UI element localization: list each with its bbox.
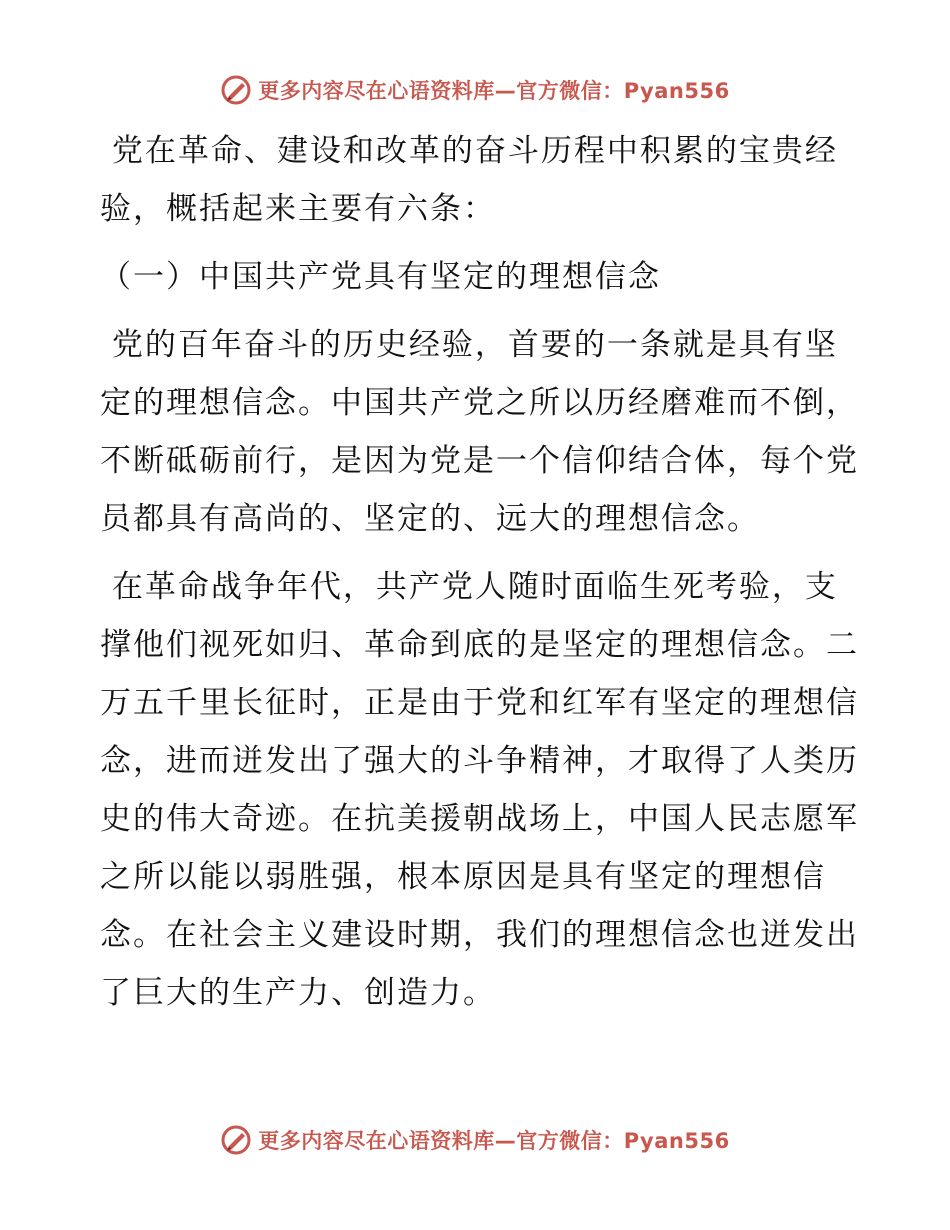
body-paragraph-1: 党的百年奋斗的历史经验，首要的一条就是具有坚定的理想信念。中国共产党之所以历经磨难而不倒，不断砥砺前行，是因为党是一个信仰结合体，每个党员都具有高尚的、坚定的、远大的理想信念。	[100, 327, 859, 537]
section-heading: （一）中国共产党具有坚定的理想信念	[100, 259, 661, 295]
pen-logo-icon	[220, 1124, 252, 1156]
header-watermark	[0, 70, 950, 110]
watermark-text: 更多内容尽在心语资料库—官方微信：Pyan556	[258, 79, 730, 103]
body-paragraph-2: 在革命战争年代，共产党人随时面临生死考验，支撑他们视死如归、革命到底的是坚定的理想信念。二万五千里长征时，正是由于党和红军有坚定的理想信念，进而迸发出了强大的斗争精神，才取得了人类历史的伟大奇迹。在抗美援朝战场上，中国人民志愿军之所以能以弱胜强，根本原因是具有坚定的理想信念。在社会主义建设时期，我们的理想信念也迸发出了巨大的生产力、创造力。	[100, 569, 859, 1011]
watermark-text: 更多内容尽在心语资料库—官方微信：Pyan556	[258, 1129, 730, 1153]
intro-paragraph: 党在革命、建设和改革的奋斗历程中积累的宝贵经验，概括起来主要有六条：	[100, 133, 838, 227]
footer-watermark	[0, 1120, 950, 1160]
pen-logo-icon	[220, 74, 252, 106]
document-body	[100, 122, 860, 1022]
